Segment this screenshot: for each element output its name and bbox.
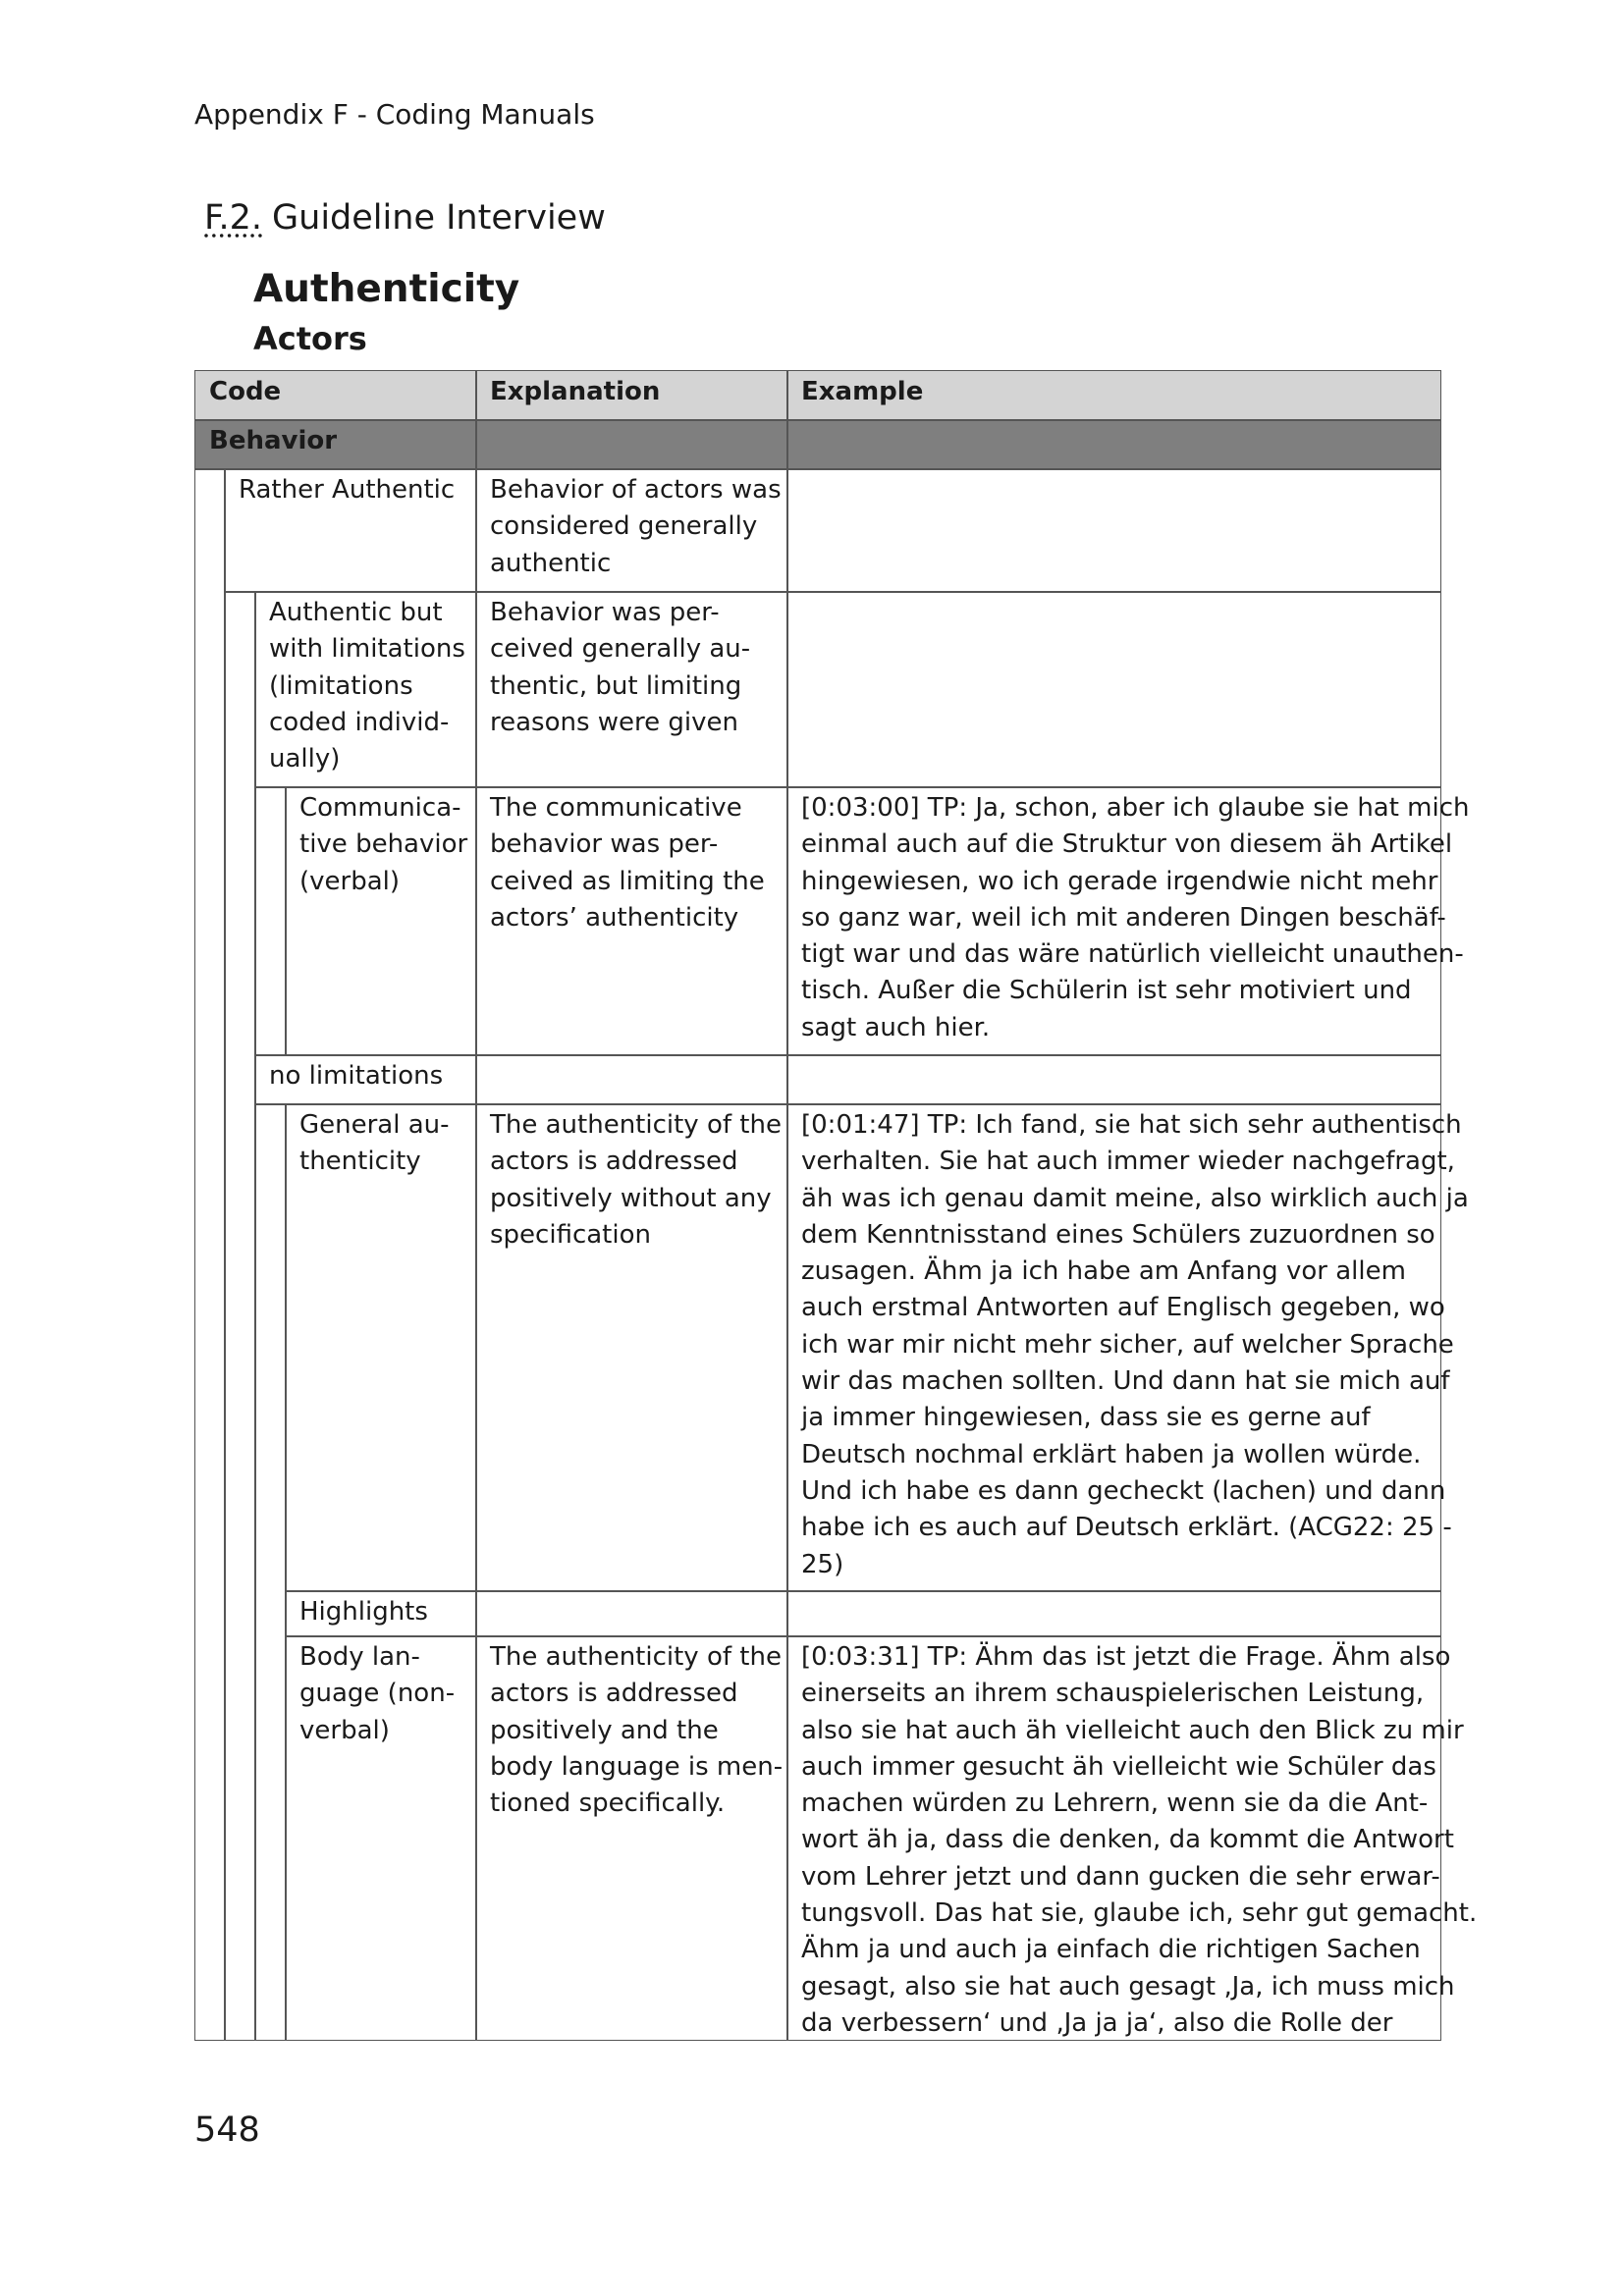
code-authentic-but-limited xyxy=(255,592,476,777)
cell-line: 25) xyxy=(801,1549,844,1579)
cell-line: Behavior of actors was xyxy=(490,475,782,505)
cell-line: (limitations xyxy=(269,670,413,701)
cell-line: verbal) xyxy=(299,1715,390,1745)
cell-line: Deutsch nochmal erklärt haben ja wollen würde. xyxy=(801,1439,1422,1469)
rule xyxy=(195,468,1440,470)
running-head: Appendix F - Coding Manuals xyxy=(194,98,595,131)
cell-line: [0:03:00] TP: Ja, schon, aber ich glaube sie hat mich xyxy=(801,793,1470,823)
group-explanation-empty xyxy=(476,420,787,469)
cell-line: gesagt, also sie hat auch gesagt ‚Ja, ich muss mich xyxy=(801,1971,1455,2002)
group-behavior: Behavior xyxy=(195,420,476,469)
cell-line: Behavior was per- xyxy=(490,598,720,627)
cell-line: tungsvoll. Das hat sie, glaube ich, sehr gut gemacht. xyxy=(801,1898,1478,1929)
explanation-general-authenticity xyxy=(476,1104,787,1254)
code-general-authenticity xyxy=(286,1104,476,1181)
cell-line: wir das machen sollten. Und dann hat sie mich auf xyxy=(801,1366,1450,1397)
cell-line: vom Lehrer jetzt und dann gucken die sehr erwar- xyxy=(801,1861,1440,1892)
cell-line: behavior was per- xyxy=(490,829,719,860)
cell-line: ich war mir nicht mehr sicher, auf welcher Sprache xyxy=(801,1329,1454,1360)
rule xyxy=(475,371,477,2040)
cell-line: authentic xyxy=(490,548,612,578)
code-body-language xyxy=(286,1636,476,1749)
cell-line: verhalten. Sie hat auch immer wieder nachgefragt, xyxy=(801,1147,1455,1177)
explanation-authentic-but-limited xyxy=(476,592,787,741)
heading-authenticity: Authenticity xyxy=(253,267,520,311)
cell-line: Body lan- xyxy=(299,1642,420,1672)
cell-line: considered generally xyxy=(490,511,758,542)
code-rather-authentic xyxy=(225,469,476,508)
rule xyxy=(286,1635,1440,1637)
cell-line: Authentic but xyxy=(269,598,443,627)
cell-line: dem Kenntnisstand eines Schülers zuzuordnen so xyxy=(801,1219,1435,1250)
cell-line: coded individ- xyxy=(269,707,450,737)
cell-line: The communicative xyxy=(490,793,742,823)
rule xyxy=(285,1103,287,2040)
rule xyxy=(786,371,788,2040)
section-title: Guideline Interview xyxy=(272,198,606,238)
cell-line: wort äh ja, dass die denken, da kommt die Antwort xyxy=(801,1825,1454,1855)
cell-line: body language is men- xyxy=(490,1751,784,1782)
cell-line: sagt auch hier. xyxy=(801,1012,991,1042)
rule xyxy=(286,1590,1440,1592)
cell-line: Highlights xyxy=(299,1597,428,1627)
rule xyxy=(255,786,1440,788)
cell-line: tive behavior xyxy=(299,829,468,860)
example-body-language xyxy=(787,1636,1478,2042)
example-general-authenticity xyxy=(787,1104,1469,1583)
section-heading xyxy=(204,198,606,238)
rule xyxy=(285,786,287,1054)
explanation-body-language xyxy=(476,1636,787,1822)
cell-line: ceived as limiting the xyxy=(490,866,765,896)
rule xyxy=(254,591,256,2040)
cell-line: with limitations xyxy=(269,634,465,665)
cell-line: positively without any xyxy=(490,1183,772,1213)
explanation-rather-authentic xyxy=(476,469,787,582)
cell-line: thentic, but limiting xyxy=(490,670,742,701)
cell-line: guage (non- xyxy=(299,1679,456,1709)
cell-line: Ähm ja und auch ja einfach die richtigen Sachen xyxy=(801,1935,1421,1965)
cell-line: tigt war und das wäre natürlich vielleicht unauthen- xyxy=(801,939,1464,970)
cell-line: (verbal) xyxy=(299,866,401,896)
cell-line: auch immer gesucht äh vielleicht wie Schüler das xyxy=(801,1751,1436,1782)
code-no-limitations xyxy=(255,1055,476,1095)
rule xyxy=(195,419,1440,421)
cell-line: The authenticity of the xyxy=(490,1110,782,1140)
cell-line: specification xyxy=(490,1219,651,1250)
cell-line: thenticity xyxy=(299,1147,421,1177)
cell-line: actors is addressed xyxy=(490,1679,738,1709)
heading-actors: Actors xyxy=(253,320,367,357)
cell-line: ja immer hingewiesen, dass sie es gerne auf xyxy=(801,1403,1371,1433)
cell-line: no limitations xyxy=(269,1061,444,1091)
cell-line: Und ich habe es dann gecheckt (lachen) und dann xyxy=(801,1475,1446,1506)
cell-line: auch erstmal Antworten auf Englisch gegeben, wo xyxy=(801,1293,1445,1323)
code-highlights xyxy=(286,1591,476,1630)
cell-line: ceived generally au- xyxy=(490,634,751,665)
coding-table xyxy=(194,370,1478,2041)
section-number: F.2. xyxy=(204,198,263,238)
cell-line: The authenticity of the xyxy=(490,1642,782,1672)
cell-line: positively and the xyxy=(490,1715,719,1745)
header-explanation: Explanation xyxy=(476,371,787,420)
header-example: Example xyxy=(787,371,1440,420)
group-example-empty xyxy=(787,420,1440,469)
cell-line: ually) xyxy=(269,744,341,774)
rule xyxy=(255,1054,1440,1056)
cell-line: [0:01:47] TP: Ich fand, sie hat sich sehr authentisch xyxy=(801,1110,1462,1140)
cell-line: tisch. Außer die Schülerin ist sehr motiviert und xyxy=(801,976,1412,1006)
cell-line: tioned specifically. xyxy=(490,1789,726,1819)
cell-line: machen würden zu Lehrern, wenn sie da die Ant- xyxy=(801,1789,1429,1819)
cell-line: Rather Authentic xyxy=(239,475,456,505)
cell-line: actors is addressed xyxy=(490,1147,738,1177)
cell-line: habe ich es auch auf Deutsch erklärt. (ACG22: 25 - xyxy=(801,1513,1452,1543)
cell-line: zusagen. Ähm ja ich habe am Anfang vor allem xyxy=(801,1256,1406,1287)
rule xyxy=(224,469,226,2040)
cell-line: äh was ich genau damit meine, also wirklich auch ja xyxy=(801,1183,1469,1213)
cell-line: actors’ authenticity xyxy=(490,902,739,933)
code-communicative-behavior xyxy=(286,787,476,900)
cell-line: General au- xyxy=(299,1110,450,1140)
rule xyxy=(225,591,1440,593)
cell-line: einerseits an ihrem schauspielerischen Leistung, xyxy=(801,1679,1425,1709)
cell-line: reasons were given xyxy=(490,707,739,737)
cell-line: hingewiesen, wo ich gerade irgendwie nicht mehr xyxy=(801,866,1438,896)
cell-line: also sie hat auch äh vielleicht auch den Blick zu mir xyxy=(801,1715,1464,1745)
example-communicative-behavior xyxy=(787,787,1470,1046)
cell-line: da verbessern‘ und ‚Ja ja ja‘, also die Rolle der xyxy=(801,2007,1393,2038)
cell-line: so ganz war, weil ich mit anderen Dingen beschäf- xyxy=(801,902,1446,933)
header-code: Code xyxy=(195,371,476,420)
page-number: 548 xyxy=(194,2110,260,2150)
cell-line: [0:03:31] TP: Ähm das ist jetzt die Frage. Ähm also xyxy=(801,1642,1451,1672)
explanation-communicative-behavior xyxy=(476,787,787,936)
cell-line: einmal auch auf die Struktur von diesem äh Artikel xyxy=(801,829,1453,860)
cell-line: Communica- xyxy=(299,793,461,823)
rule xyxy=(255,1103,1440,1105)
